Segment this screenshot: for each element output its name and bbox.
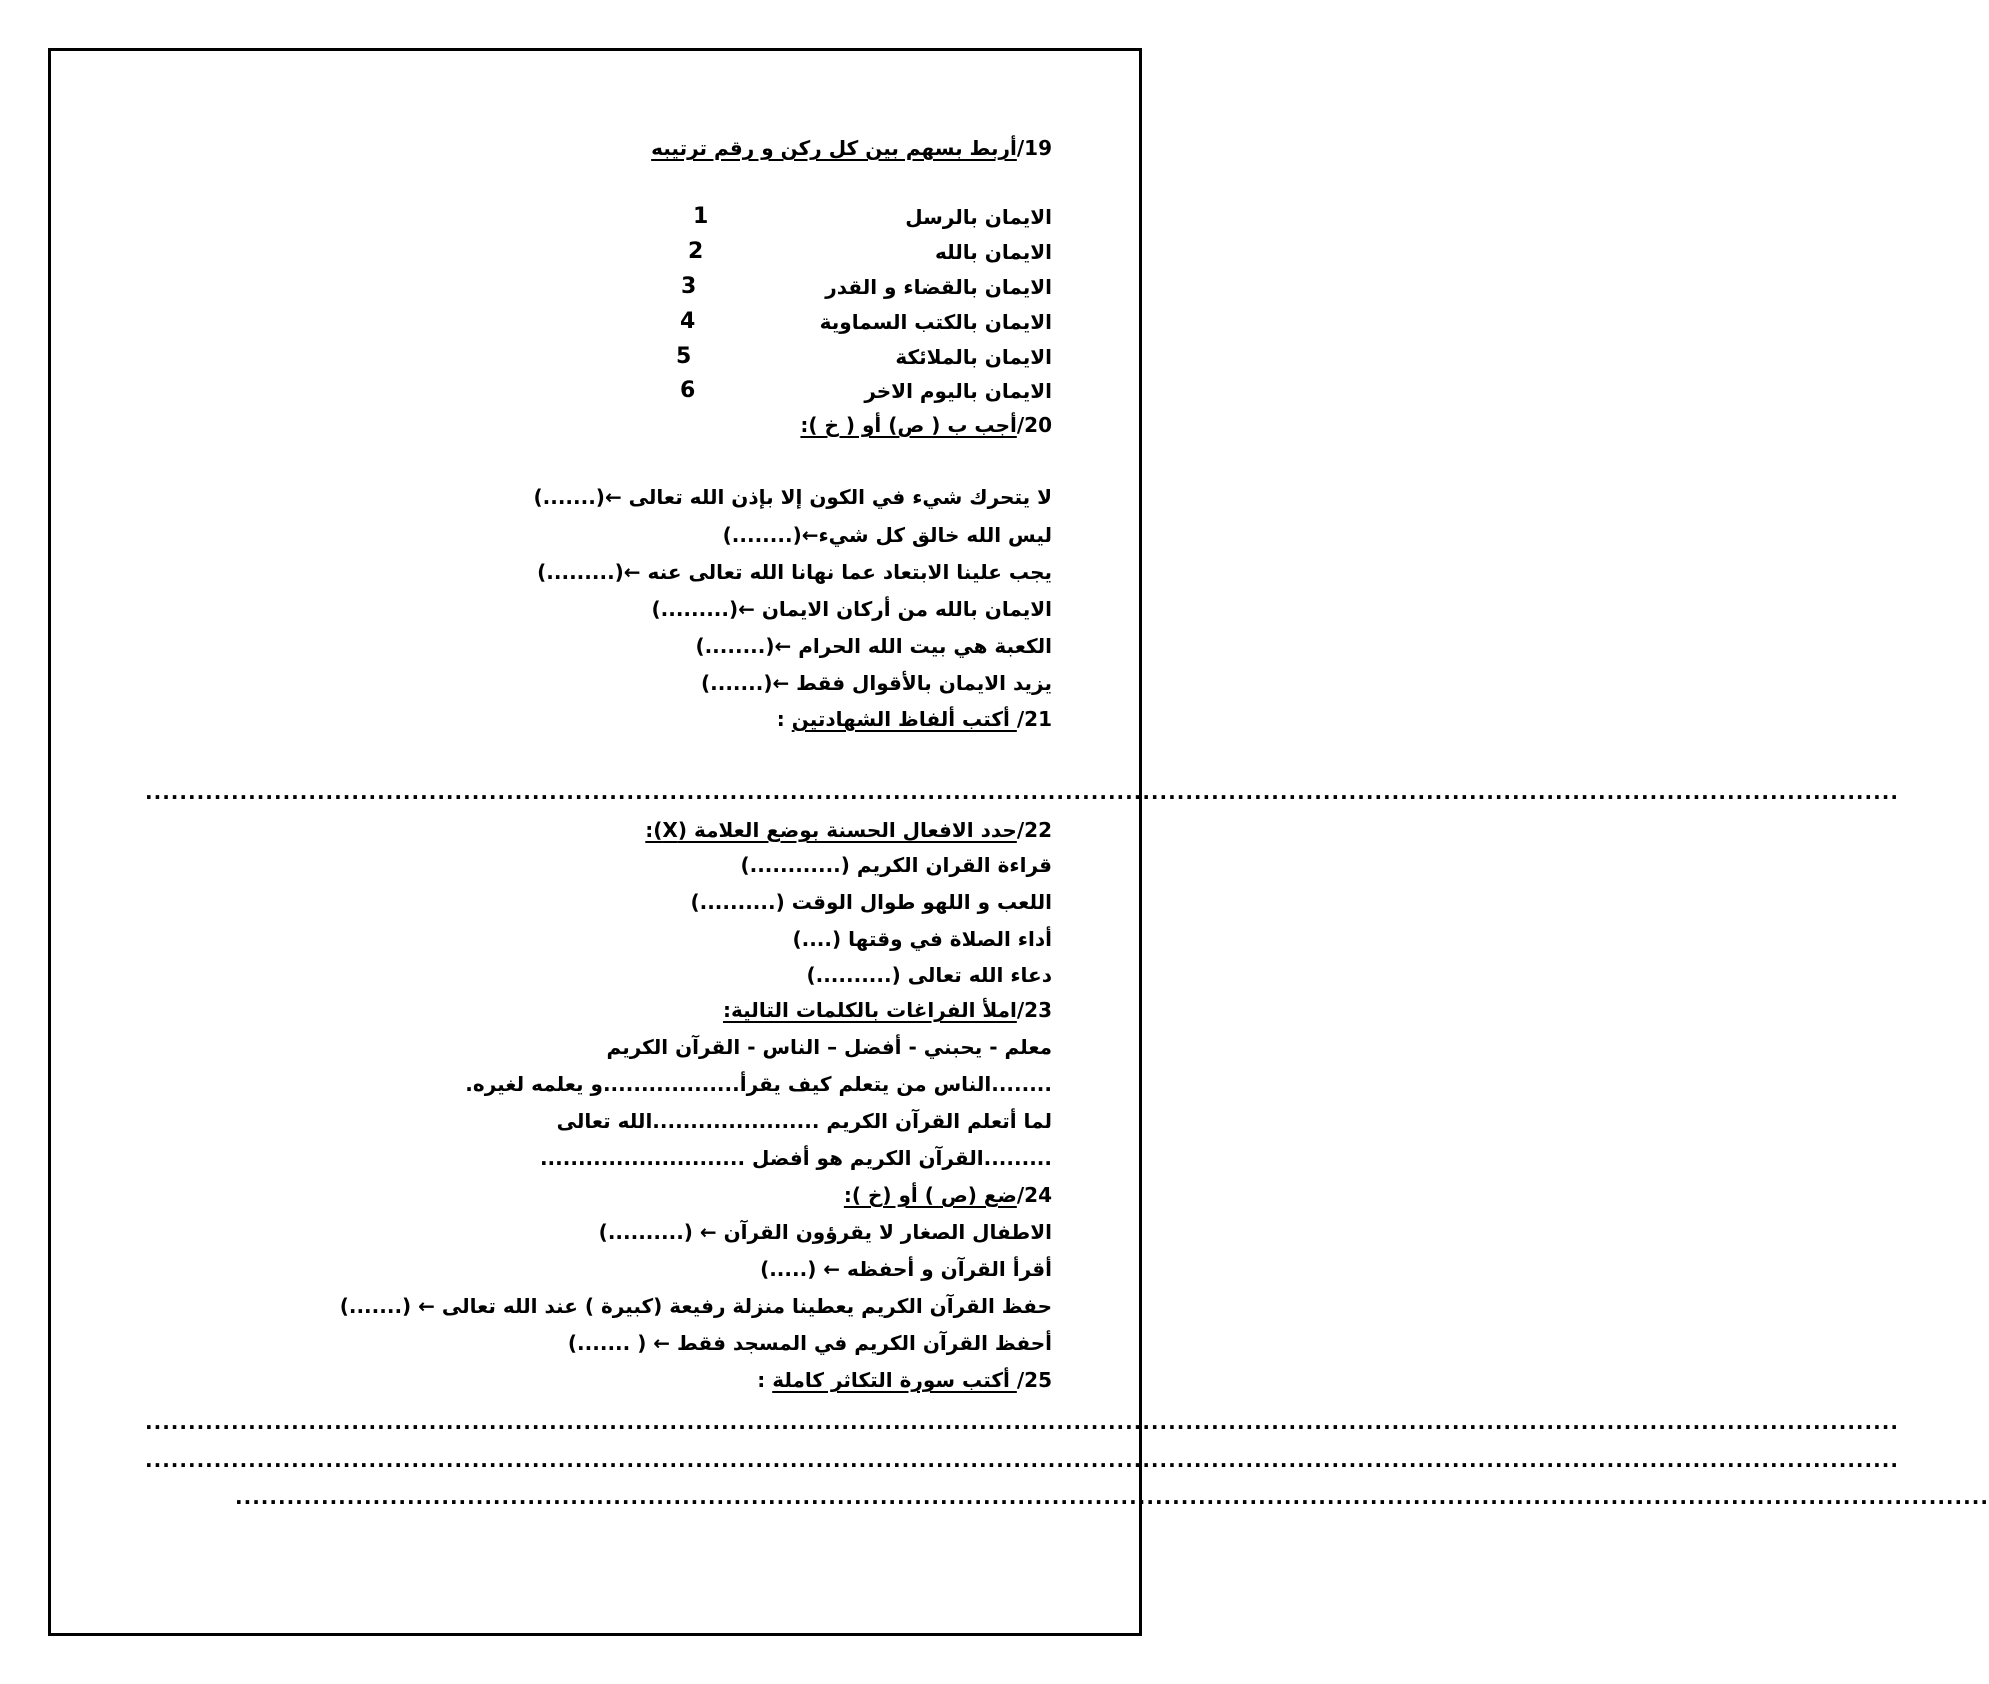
q24-heading	[844, 1182, 1052, 1208]
q21-title: أكتب ألفاظ الشهادتين	[791, 707, 1017, 731]
pillar-item: الايمان بالكتب السماوية	[819, 310, 1052, 334]
q19-number: 19/	[1016, 136, 1052, 160]
good-deed-item: اللعب و اللهو طوال الوقت (..........)	[690, 890, 1052, 914]
good-deed-item: أداء الصلاة في وقتها (....)	[792, 927, 1052, 951]
fill-blank-item: ........الناس من يتعلم كيف يقرأ..................و يعلمه لغيره.	[465, 1072, 1052, 1096]
true-false-item: أحفظ القرآن الكريم في المسجد فقط ← ( .......)	[567, 1331, 1052, 1355]
answer-line: ............................................................................................................................................................................................................	[145, 1448, 1899, 1472]
true-false-item: أقرأ القرآن و أحفظه ← (.....)	[760, 1257, 1052, 1281]
q22-title: حدد الافعال الحسنة بوضع العلامة (X):	[645, 818, 1017, 842]
q25-number: 25/	[1016, 1368, 1052, 1392]
q22-number: 22/	[1016, 818, 1052, 842]
q20-number: 20/	[1016, 413, 1052, 437]
true-false-item: ليس الله خالق كل شيء←(........)	[722, 523, 1052, 547]
pillar-item: الايمان باليوم الاخر	[864, 379, 1052, 403]
q19-heading	[651, 135, 1052, 161]
true-false-item: الكعبة هي بيت الله الحرام ←(........)	[695, 634, 1052, 658]
q23-heading	[723, 997, 1052, 1023]
q22-heading	[645, 817, 1052, 843]
q25-heading	[757, 1367, 1052, 1393]
good-deed-item: قراءة القران الكريم (............)	[740, 853, 1052, 877]
q24-title: ضع (ص ) أو (خ ):	[843, 1183, 1017, 1207]
answer-line: ............................................................................................................................................................................................................	[145, 780, 1899, 804]
true-false-item: حفظ القرآن الكريم يعطينا منزلة رفيعة (كبيرة ) عند الله تعالى ← (.......)	[339, 1294, 1052, 1318]
pillar-item: الايمان بالرسل	[905, 205, 1052, 229]
fill-blank-item: .........القرآن الكريم هو أفضل ...........................	[539, 1146, 1052, 1170]
pillar-item: الايمان بالله	[934, 240, 1052, 264]
q19-title: أربط بسهم بين كل ركن و رقم ترتيبه	[651, 136, 1017, 160]
q25-colon: :	[757, 1368, 773, 1392]
q23-title: املأ الفراغات بالكلمات التالية:	[723, 998, 1017, 1022]
answer-line: ............................................................................................................................................................................................................	[145, 1410, 1899, 1434]
q21-heading	[777, 706, 1052, 732]
true-false-item: الاطفال الصغار لا يقرؤون القرآن ← (..........)	[598, 1220, 1052, 1244]
q21-colon: :	[776, 707, 792, 731]
true-false-item: الايمان بالله من أركان الايمان ←(.........)	[651, 597, 1052, 621]
good-deed-item: دعاء الله تعالى (..........)	[806, 963, 1052, 987]
fill-blank-item: لما أتعلم القرآن الكريم ......................الله تعالى	[556, 1109, 1052, 1133]
q24-number: 24/	[1016, 1183, 1052, 1207]
q21-number: 21/	[1016, 707, 1052, 731]
order-number: 2	[688, 239, 704, 264]
q23-number: 23/	[1016, 998, 1052, 1022]
order-number: 6	[680, 378, 696, 403]
pillar-item: الايمان بالقضاء و القدر	[825, 275, 1052, 299]
true-false-item: يجب علينا الابتعاد عما نهانا الله تعالى عنه ←(.........)	[537, 560, 1052, 584]
q25-title: أكتب سورة التكاثر كاملة	[772, 1368, 1017, 1392]
order-number: 4	[680, 309, 696, 334]
order-number: 1	[693, 204, 709, 229]
q20-title: أجب ب ( ص) أو ( خ ):	[800, 413, 1017, 437]
true-false-item: يزيد الايمان بالأقوال فقط ←(.......)	[701, 671, 1052, 695]
answer-line: ............................................................................................................................................................................................................	[235, 1485, 1989, 1509]
pillar-item: الايمان بالملائكة	[895, 345, 1052, 369]
order-number: 5	[676, 344, 692, 369]
q20-heading	[800, 412, 1052, 438]
word-bank: معلم - يحبني - أفضل – الناس - القرآن الكريم	[606, 1035, 1052, 1059]
true-false-item: لا يتحرك شيء في الكون إلا بإذن الله تعالى ←(.......)	[533, 485, 1052, 509]
order-number: 3	[681, 274, 697, 299]
